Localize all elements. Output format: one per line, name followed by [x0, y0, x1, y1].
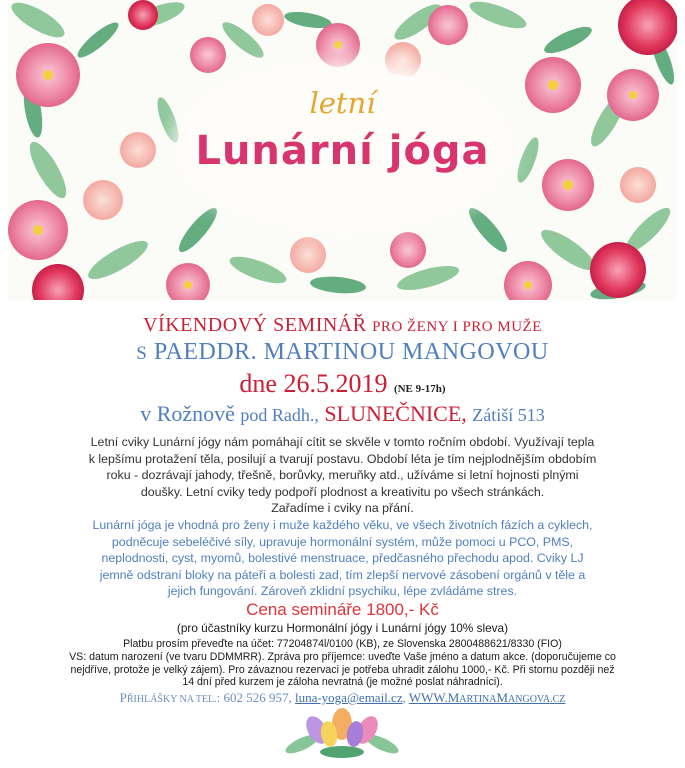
payment-details-line: VS: datum narození (ve tvaru DDMMRR). Zpráva pro příjemce: uveďte Vaše jméno a datum akce. (doporučujeme co [69, 651, 616, 663]
para1-line: k lepšímu protažení těla, posilují a tvarují postavu. Období léta je tím nejplodnějším obdobím [88, 451, 597, 466]
web-part: WWW.M [408, 690, 460, 705]
seminar-heading [0, 314, 685, 337]
contact-phone: : 602 526 957, [216, 690, 292, 705]
para2-line: jemně odstraní bloky na páteři a bolesti zad, tím zlepší nervové zásobení orgánů v těle a [99, 567, 586, 582]
price-discount-note: (pro účastníky kurzu Hormonální jógy i Lunární jógy 10% sleva) [176, 621, 509, 635]
contact-label: ŘIHLÁŠKY NA TEL. [126, 694, 217, 705]
flower-bouquet-illustration [282, 708, 402, 760]
contact-line [0, 690, 685, 706]
price: Cena semináře 1800,- Kč [246, 600, 439, 619]
payment-details [22, 651, 663, 689]
date-prefix: dne [239, 369, 277, 398]
contact-label-initial: P [119, 690, 127, 705]
location-address: Zátiší 513 [472, 405, 545, 425]
banner-title: Lunární jóga [195, 128, 490, 174]
location-heading [0, 401, 685, 427]
web-part: M [496, 690, 509, 705]
location-venue: SLUNEČNICE, [324, 401, 467, 426]
payment-info: Platbu prosím převeďte na účet: 77204874l/0100 (KB), ze Slovenska 2800488621/8330 (FIO) [123, 638, 562, 650]
para1-line: roku - dozrávají jahody, třešně, borůvky, meruňky atd., užíváme si letní hojnosti plnými [106, 468, 579, 483]
para2-line: podněcuje sebeléčivé síly, upravuje hormonální systém, může pomoci u PCO, PMS, [111, 534, 574, 549]
payment-details-line: 14 dní před kurzem je záloha nevratná (je možné poslat náhradníci). [182, 676, 503, 689]
contact-website-link[interactable] [409, 690, 566, 705]
para1-line: Zařadíme i cviky na přání. [271, 501, 414, 516]
para2-line: neplodnosti, cyst, myomů, bolestivé menstruace, předčasného přechodu apod. Cviky LJ [101, 551, 584, 566]
web-part: ARTINA [459, 694, 497, 705]
payment-details-line: nejdříve, protože je velký zájem). Pro závaznou rezervaci je potřeba uhradit zálohu 1000,- Kč. Při stornu později než [70, 663, 615, 676]
description-paragraph-1 [22, 434, 663, 517]
floral-banner [8, 0, 677, 300]
location-suffix: pod Radh., [240, 405, 319, 425]
contact-email-link[interactable]: luna-yoga@email.cz [294, 690, 403, 705]
teacher-first-name: MARTINOU [263, 339, 396, 365]
seminar-heading-part1: VÍKENDOVÝ SEMINÁŘ [143, 314, 367, 336]
para2-line: jejich fungování. Zároveň zklidní psychiku, lépe zvládáme stres. [167, 584, 518, 599]
date-value: 26.5.2019 [283, 369, 388, 398]
para1-line: Letní cviky Lunární jógy nám pomáhají cítit se skvěle v tomto ročním období. Využívají tepla [90, 435, 595, 449]
teacher-last-name: MANGOVOU [402, 339, 549, 365]
para1-line: doušky. Letní cviky tedy podpoří plodnost a kreativitu po všech stránkách. [140, 484, 545, 499]
contact-separator: , [402, 690, 406, 705]
description-paragraph-2 [22, 517, 663, 600]
web-part: ANGOVA.CZ [508, 694, 566, 705]
banner-script-word: letní [309, 86, 376, 120]
date-heading [0, 369, 685, 399]
date-note: (NE 9-17h) [393, 383, 446, 395]
teacher-heading [0, 339, 685, 366]
location-town: v Rožnově [140, 401, 235, 426]
teacher-title: PAEDDR. [153, 339, 258, 365]
para2-line: Lunární jóga je vhodná pro ženy i muže každého věku, ve všech životních fázích a cyklech, [92, 518, 593, 532]
seminar-heading-part2: PRO ŽENY I PRO MUŽE [372, 319, 542, 335]
teacher-s: S [136, 343, 148, 364]
